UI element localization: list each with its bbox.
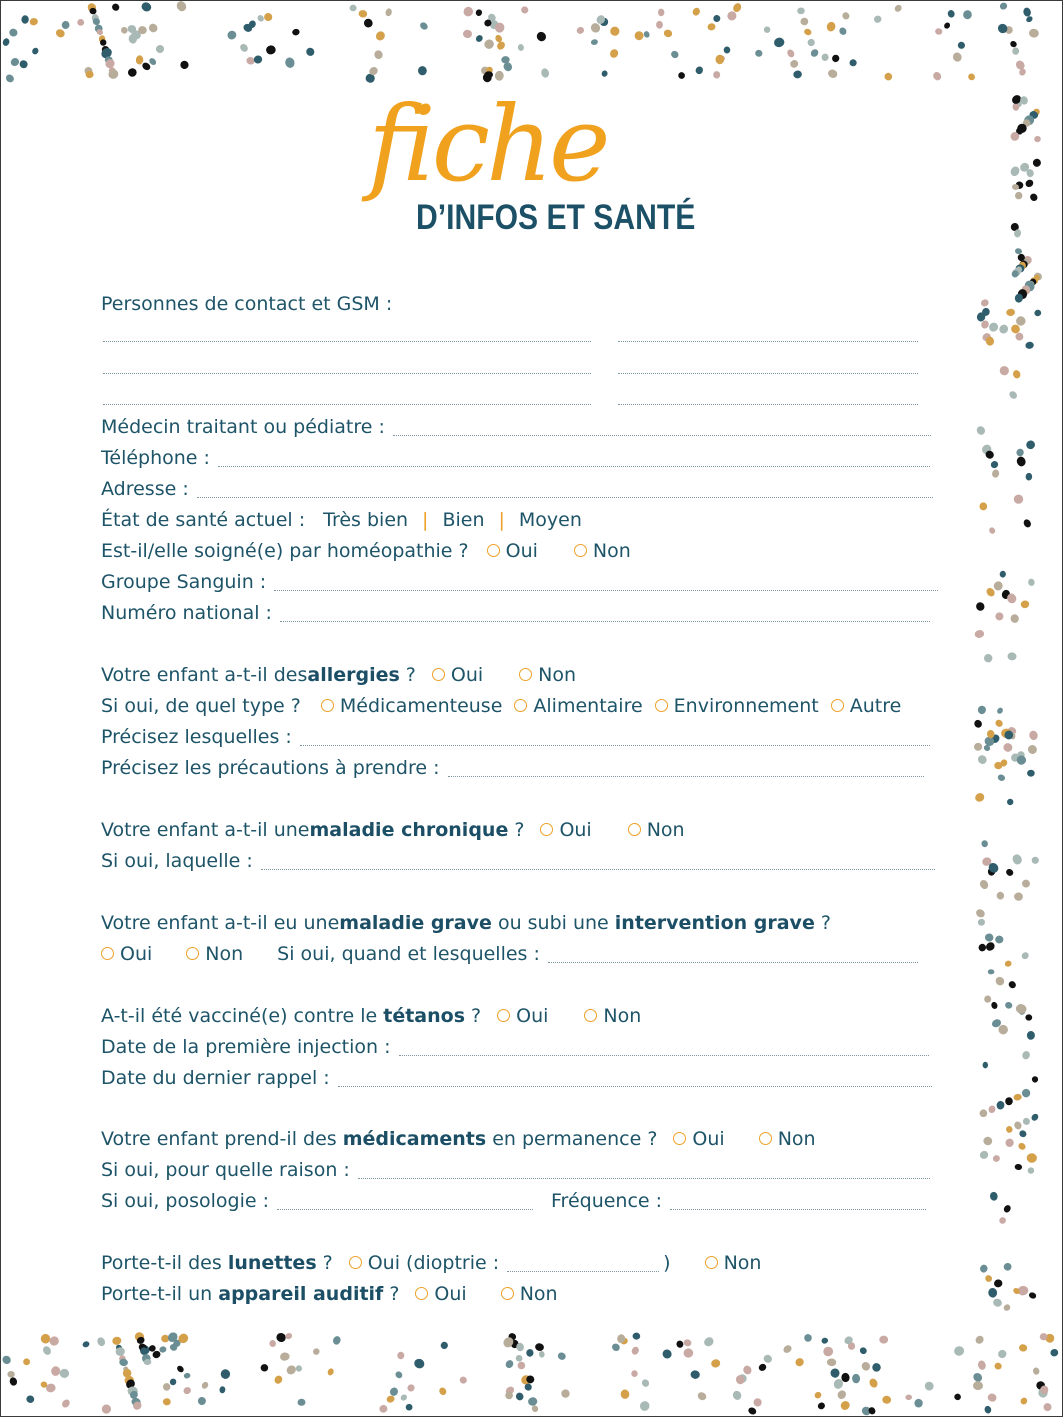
contact-row [101,293,392,319]
adresse-row [101,478,933,504]
lunettes-row [101,1252,761,1278]
medicaments-posologie-label: Si oui, posologie : [101,1190,269,1212]
grave-no-option[interactable] [186,943,243,965]
radio-circle-icon[interactable] [831,699,844,712]
contact-label: Personnes de contact et GSM : [101,293,393,315]
radio-circle-icon[interactable] [415,1287,428,1300]
chronique-yes-option[interactable] [540,819,591,841]
tetanos-first-label: Date de la première injection : [101,1036,391,1058]
option-label: Alimentaire [533,695,643,717]
chronique-question-bold: maladie chronique [309,819,509,841]
medicaments-question-post: en permanence ? [486,1128,658,1150]
option-label: Médicamenteuse [339,695,503,717]
groupe-label: Groupe Sanguin : [101,571,267,593]
option-label: Non [592,540,631,562]
radio-circle-icon[interactable] [519,668,532,681]
numero-field[interactable] [280,621,930,622]
allergy-which-field[interactable] [300,745,930,746]
chronique-which-label: Si oui, laquelle : [101,850,253,872]
dioptrie-field[interactable] [507,1271,659,1272]
radio-circle-icon[interactable] [186,947,199,960]
radio-circle-icon[interactable] [487,544,500,557]
option-label: Non [777,1128,816,1150]
allergy-precautions-label: Précisez les précautions à prendre : [101,757,440,779]
radio-circle-icon[interactable] [759,1132,772,1145]
contact-line-2b[interactable] [618,373,918,374]
tetanos-first-row [101,1036,929,1062]
lunettes-question-pre: Porte-t-il des [101,1252,228,1274]
telephone-label: Téléphone : [101,447,210,469]
numero-label: Numéro national : [101,602,272,624]
radio-circle-icon[interactable] [540,823,553,836]
radio-circle-icon[interactable] [655,699,668,712]
tetanos-no-option[interactable] [584,1005,641,1027]
tetanos-question-bold: tétanos [383,1005,466,1027]
grave-question-bold1: maladie grave [339,912,492,934]
radio-circle-icon[interactable] [349,1256,362,1269]
radio-circle-icon[interactable] [628,823,641,836]
etat-option-bien[interactable]: Bien [442,509,485,531]
tetanos-first-field[interactable] [399,1055,929,1056]
radio-circle-icon[interactable] [101,947,114,960]
tetanos-last-row [101,1067,932,1093]
medicaments-no-option[interactable] [759,1128,816,1150]
option-label: Non [538,664,577,686]
contact-line-1b[interactable] [618,341,918,342]
medecin-label: Médecin traitant ou pédiatre : [101,416,385,438]
option-label: Non [519,1283,558,1305]
option-label: Non [603,1005,642,1027]
lunettes-no-option[interactable] [705,1252,762,1274]
grave-question-post: ? [820,912,831,934]
auditif-no-option[interactable] [501,1283,558,1305]
option-label: Non [205,943,244,965]
allergy-which-row [101,726,930,752]
radio-circle-icon[interactable] [514,699,527,712]
medecin-field[interactable] [393,435,931,436]
radio-circle-icon[interactable] [584,1009,597,1022]
tetanos-last-field[interactable] [338,1086,932,1087]
option-label: Oui [450,664,484,686]
grave-question-mid: ou subi une [491,912,615,934]
homeo-row [101,540,631,566]
allergies-question-bold: allergies [307,664,400,686]
option-label: Autre [849,695,902,717]
grave-when-label: Si oui, quand et lesquelles : [277,943,540,965]
chronique-which-row [101,850,935,876]
lunettes-question-post: ? [322,1252,333,1274]
auditif-question-bold: appareil auditif [218,1283,384,1305]
option-label: Environnement [673,695,819,717]
grave-yes-option[interactable] [101,943,152,965]
grave-answer-row [101,943,918,969]
medicaments-frequence-field[interactable] [670,1209,926,1210]
allergy-precautions-field[interactable] [448,776,924,777]
telephone-row [101,447,930,473]
etat-option-tres-bien[interactable]: Très bien [323,509,409,531]
etat-label: État de santé actuel : [101,509,306,531]
lunettes-question-bold: lunettes [227,1252,317,1274]
homeo-no-option[interactable] [574,540,631,562]
medicaments-frequence-label: Fréquence : [551,1190,663,1212]
tetanos-yes-option[interactable] [497,1005,548,1027]
allergy-type-environnement[interactable] [655,695,819,717]
allergies-yes-option[interactable] [432,664,483,686]
medecin-row [101,416,931,442]
allergies-row [101,664,576,690]
chronique-question-pre: Votre enfant a-t-il une [101,819,310,841]
radio-circle-icon[interactable] [673,1132,686,1145]
title-subtitle: D’INFOS ET SANTÉ [416,198,696,237]
dioptrie-close: ) [663,1252,671,1274]
grave-question-pre: Votre enfant a-t-il eu une [101,912,340,934]
radio-circle-icon[interactable] [574,544,587,557]
allergies-question-pre: Votre enfant a-t-il des [101,664,308,686]
auditif-question-pre: Porte-t-il un [101,1283,219,1305]
allergy-precautions-row [101,757,924,783]
tetanos-row [101,1005,641,1031]
chronique-question-post: ? [514,819,525,841]
allergy-type-autre[interactable] [831,695,902,717]
separator: | [422,509,429,531]
etat-option-moyen[interactable]: Moyen [518,509,582,531]
allergy-type-alimentaire[interactable] [514,695,642,717]
option-label: Oui [120,943,153,965]
medicaments-question-pre: Votre enfant prend-il des [101,1128,343,1150]
tetanos-question-pre: A-t-il été vacciné(e) contre le [101,1005,384,1027]
tetanos-question-post: ? [471,1005,482,1027]
allergies-question-post: ? [405,664,416,686]
allergy-type-row [101,695,901,721]
contact-line-2a[interactable] [103,373,591,374]
option-label: Oui [516,1005,549,1027]
medicaments-reason-label: Si oui, pour quelle raison : [101,1159,350,1181]
adresse-field[interactable] [197,497,933,498]
allergies-no-option[interactable] [519,664,576,686]
option-label: Non [646,819,685,841]
homeo-label: Est-il/elle soigné(e) par homéopathie ? [101,540,469,562]
allergy-which-label: Précisez lesquelles : [101,726,292,748]
chronique-no-option[interactable] [628,819,685,841]
auditif-yes-option[interactable] [415,1283,466,1305]
radio-circle-icon[interactable] [501,1287,514,1300]
telephone-field[interactable] [218,466,930,467]
numero-row [101,602,930,628]
medicaments-reason-field[interactable] [358,1178,930,1179]
contact-line-3b[interactable] [618,404,918,405]
option-label: Oui [692,1128,725,1150]
lunettes-yes-option[interactable] [349,1252,499,1274]
groupe-row [101,571,938,597]
medicaments-row [101,1128,816,1154]
radio-circle-icon[interactable] [497,1009,510,1022]
contact-line-3a[interactable] [103,404,591,405]
option-label: Oui [434,1283,467,1305]
contact-line-1a[interactable] [103,341,591,342]
radio-circle-icon[interactable] [432,668,445,681]
option-label: Non [723,1252,762,1274]
radio-circle-icon[interactable] [321,699,334,712]
option-label: Oui (dioptrie : [367,1252,500,1274]
grave-question-bold2: intervention grave [614,912,815,934]
auditif-question-post: ? [389,1283,400,1305]
medicaments-question-bold: médicaments [342,1128,487,1150]
allergy-type-medicamenteuse[interactable] [321,695,503,717]
separator: | [498,509,505,531]
grave-when-field[interactable] [548,962,918,963]
radio-circle-icon[interactable] [705,1256,718,1269]
medicaments-yes-option[interactable] [673,1128,724,1150]
chronique-row [101,819,685,845]
auditif-row [101,1283,558,1309]
medicaments-posologie-row [101,1190,926,1216]
option-label: Oui [505,540,538,562]
medicaments-posologie-field[interactable] [277,1209,533,1210]
option-label: Oui [559,819,592,841]
tetanos-last-label: Date du dernier rappel : [101,1067,330,1089]
etat-row [101,509,582,535]
medicaments-reason-row [101,1159,930,1185]
title-script: fiche [368,83,607,205]
chronique-which-field[interactable] [261,869,935,870]
allergy-type-label: Si oui, de quel type ? [101,695,301,717]
homeo-yes-option[interactable] [487,540,538,562]
grave-row [101,912,831,938]
groupe-field[interactable] [274,590,938,591]
adresse-label: Adresse : [101,478,189,500]
